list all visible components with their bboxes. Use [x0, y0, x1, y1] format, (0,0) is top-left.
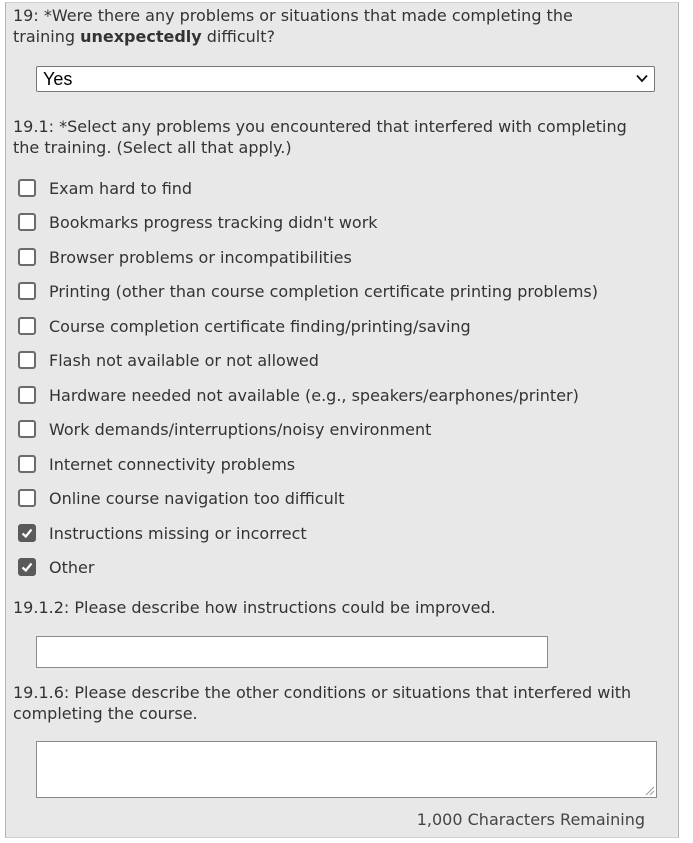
question-19-1-6-line2: completing the course. — [13, 704, 198, 723]
checkbox[interactable] — [18, 386, 36, 404]
question-19-1-line1: 19.1: *Select any problems you encountered that interfered with completing — [13, 117, 627, 136]
question-19-1-2-label: 19.1.2: Please describe how instructions could be improved. — [13, 598, 496, 617]
checkbox[interactable] — [18, 420, 36, 438]
emphasis-text: unexpectedly — [80, 27, 202, 46]
checkbox[interactable] — [18, 351, 36, 369]
chevron-down-icon — [636, 74, 648, 83]
checkmark-icon — [21, 561, 33, 573]
question-19-label — [13, 5, 573, 47]
instructions-improvement-input[interactable] — [36, 636, 548, 668]
question-19-1-6-label — [13, 682, 631, 724]
checkbox-checked[interactable] — [18, 524, 36, 542]
question-19-line2: training unexpectedly difficult? — [13, 27, 275, 46]
resize-handle-icon[interactable] — [645, 786, 655, 796]
checkbox[interactable] — [18, 282, 36, 300]
problems-select[interactable] — [36, 66, 655, 92]
checkbox[interactable] — [18, 317, 36, 335]
checkbox[interactable] — [18, 213, 36, 231]
checkbox[interactable] — [18, 248, 36, 266]
checkbox[interactable] — [18, 489, 36, 507]
checkbox[interactable] — [18, 455, 36, 473]
other-conditions-textarea[interactable] — [36, 741, 657, 798]
checkmark-icon — [21, 527, 33, 539]
survey-panel: 19: *Were there any problems or situations that made completing the training unexpectedly difficult? Yes 19.1: *Select any problems you encountered that interfered with completing the training. (Select all that apply.) Exam hard to find Bookmarks progress tracking didn't work Browser problems or incompatibilities Printing (other than course completion certificate printing problems) Course completion certificate finding/printing/saving Flash not available or not allowed Hardware needed not available (e.g., speakers/earphones/printer) Work demands/interruptions/noisy environment Internet connectivity problems Online course navigation too difficult Instructions missing or incorrect Other 19.1.2: Please describe how instructions could be improved. 19.1.6: Please describe the other conditions or situations that interfered with completing the course. 1,000 Characters Remaining — [5, 2, 679, 838]
question-19-1-6-line1: 19.1.6: Please describe the other conditions or situations that interfered with — [13, 683, 632, 702]
characters-remaining: 1,000 Characters Remaining — [416, 810, 645, 829]
question-19-1-label — [13, 116, 627, 158]
select-value: Yes — [43, 69, 73, 89]
question-19-line1: 19: *Were there any problems or situations that made completing the — [13, 6, 573, 25]
checkbox[interactable] — [18, 179, 36, 197]
checkbox-checked[interactable] — [18, 558, 36, 576]
question-19-1-line2: the training. (Select all that apply.) — [13, 138, 292, 157]
